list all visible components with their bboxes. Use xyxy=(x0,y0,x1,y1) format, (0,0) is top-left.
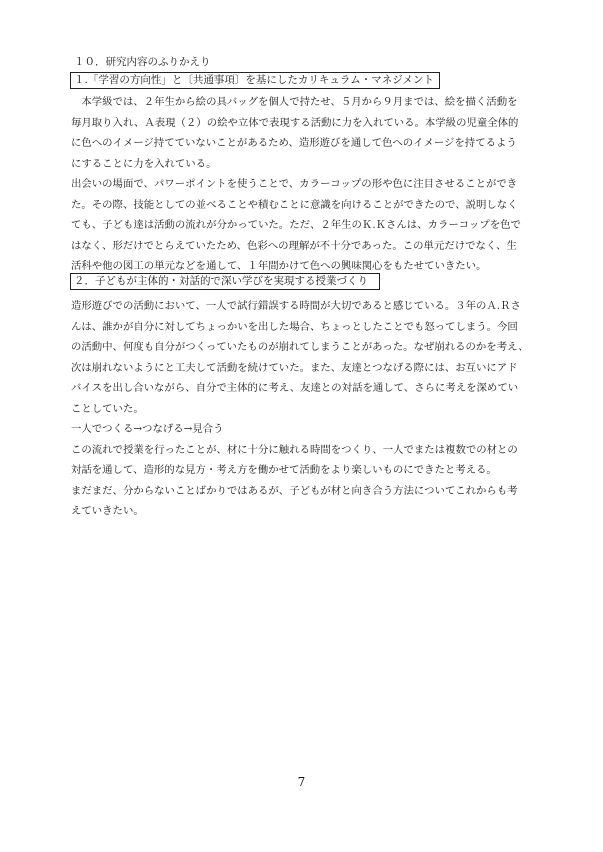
body-line: まだまだ、分からないことばかりではあるが、子どもが材と向き合う方法についてこれからも考 xyxy=(71,484,518,497)
body-line: に色へのイメージ持てていないことがあるため、造形遊びを通して色へのイメージを持てるよう xyxy=(71,137,517,149)
body-line: 次は崩れないようにと工夫して活動を続けていた。また、友達とつなげる際には、お互いにアド xyxy=(71,361,518,374)
body-line: た。その際、技能としての並べることや積むことに意識を向けることができたので、説明しなく xyxy=(71,198,518,211)
body-line: の活動中、何度も自分がつくっていたものが崩れてしまうことがあった。なぜ崩れるのかを考え、 xyxy=(71,341,529,353)
subsection-1-body xyxy=(71,92,533,277)
body-line: 本学級では、２年生から絵の具バッグを個人で持たせ、５月から９月までは、絵を描く活動を xyxy=(71,96,518,108)
body-line: 出会いの場面で、パワーポイントを使うことで、カラーコップの形や色に注目させることができ xyxy=(71,178,518,190)
body-line: にすることに力を入れている。 xyxy=(71,157,217,170)
body-line: はなく、形だけでとらえていたため、色彩への理解が不十分であった。この単元だけでなく、生 xyxy=(71,239,517,252)
body-line: ても、子ども達は活動の流れが分かっていた。ただ、２年生のＫ.Ｋさんは、カラーコップを色で xyxy=(71,219,521,231)
subsection-2-title: ２．子どもが主体的・対話的で深い学びを実現する授業づくり xyxy=(70,273,380,290)
section-heading: １０．研究内容のふりかえり xyxy=(74,56,211,68)
body-line: ことしていた。 xyxy=(71,402,144,415)
page-number: 7 xyxy=(297,775,306,789)
body-line: 対話を通して、造形的な見方・考え方を働かせて活動をより楽しいものにできたと考える。 xyxy=(71,464,497,476)
body-line: この流れで授業を行ったことが、材に十分に触れる時間をつくり、一人でまたは複数での材との xyxy=(71,443,518,456)
body-line: 毎月取り入れ、Ａ表現（２）の絵や立体で表現する活動に力を入れている。本学級の児童全体的 xyxy=(71,116,519,129)
body-line: 活科や他の図工の単元などを通して、１年間かけて色への興味関心をもたせていきたい。 xyxy=(71,260,487,272)
body-line: バイスを出し合いながら、自分で主体的に考え、友達との対話を通して、さらに考えを深めてい xyxy=(71,382,519,394)
subsection-1-title: １.「学習の方向性」と〔共通事項〕を基にしたカリキュラム・マネジメント xyxy=(70,72,440,89)
subsection-2-body xyxy=(71,296,533,522)
body-line: んは、誰かが自分に対してちょっかいを出した場合、ちょっとしたことでも怒ってしまう。今回 xyxy=(71,320,518,333)
body-line: 造形遊びでの活動において、一人で試行錯誤する時間が大切であると感じている。３年のＡ.Ｒさ xyxy=(71,300,521,312)
body-line: えていきたい。 xyxy=(71,505,144,517)
body-line: 一人でつくる→つなげる→見合う xyxy=(71,423,224,435)
